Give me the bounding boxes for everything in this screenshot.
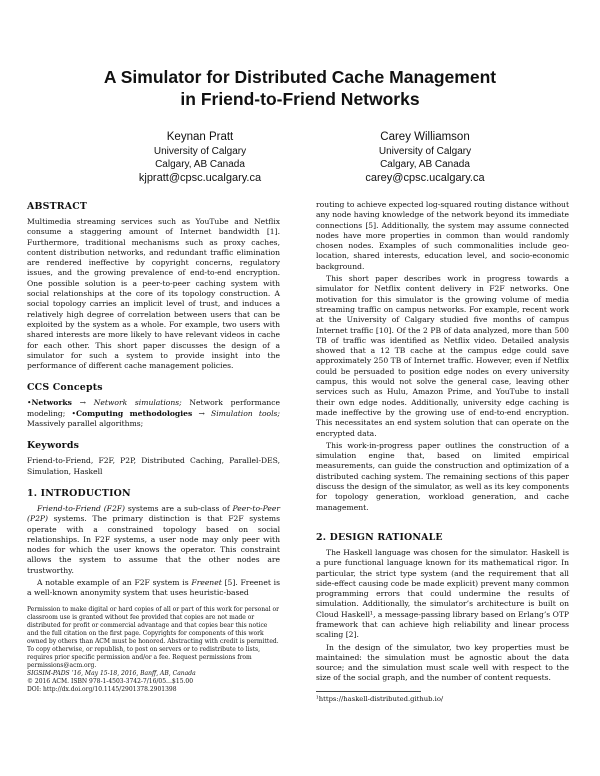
ccs-networks-rest: Network performance modeling; xyxy=(27,398,280,418)
footnote[interactable]: ¹https://haskell-distributed.github.io/ xyxy=(316,694,444,703)
term-p2p: Peer-to-Peer (P2P) xyxy=(27,503,280,524)
permission-text: Permission to make digital or hard copies of all or part of this work for personal or classroom use is granted without fee provided that copies are not made or distributed for profit or commercial advantage and that copies bear this notice and the full citation on the first page. Copyrights for components of this work owned by others than ACM must be honored. Abstracting with credit is permitted. To copy otherwise, or republish, to post on servers or to redistribute to lists, requires prior specific permission and/or a fee. Request permissions from permissions@acm.org. xyxy=(27,605,280,669)
abstract-text: Multimedia streaming services such as YouTube and Netflix consume a staggering amount of Internet bandwidth [1]. Furthermore, traditional mechanisms such as proxy caches, content distribution networks, and redundant traffic elimination are rendered ineffective by copyright concerns, regulatory issues, and the growing prevalence of end-to-end encryption. One possible solution is a peer-to-peer caching system with social relationships at the core of its topology construction. A social topology carries an implicit level of trust, and induces a relatively high degree of correlation between users that can be exploited by the system as a whole. For example, two users with shared interests are more likely to have relevant videos in cache for each other. This short paper discusses the design of a simulator for such a system to provide insight into the performance of different cache management policies. xyxy=(27,217,280,371)
ccs-networks: Networks xyxy=(31,398,72,408)
right-paragraph-3: This work-in-progress paper outlines the construction of a simulation engine that, based on limited empirical measurements, can guide the construction and optimization of a distributed caching system. The remaining sections of this paper discuss the design of the simulator, as well as its key components for topology generation, workload generation, and cache management. xyxy=(316,440,569,512)
ccs-computing-sub: Simulation tools; xyxy=(211,408,280,418)
right-paragraph-2: This short paper describes work in progress towards a simulator for Netflix content delivery in F2F networks. One motivation for this simulator is the growing volume of media streaming traffic on campus networks. For example, recent work at the University of Calgary studied five months of campus Internet traffic [10]. Of the 2 PB of data analyzed, more than 500 TB of traffic was identified as Netflix video. Detailed analysis showed that a 12 TB cache at the campus edge could save approximately 250 TB of Internet traffic. However, even if Netflix could be persuaded to position edge nodes on every university campus, this would not solve the general case, leaving other services such as Hulu, Amazon Prime, and YouTube to install their own edge nodes. Additionally, university edge caching is made ineffective by the growing use of end-to-end encryption. This necessitates an end system solution that can operate on the encrypted data. xyxy=(316,274,569,438)
title-line-1: A Simulator for Distributed Cache Management xyxy=(103,67,497,87)
author-affiliation: University of Calgary xyxy=(153,146,247,157)
footnote-rule xyxy=(316,691,421,692)
copyright: © 2016 ACM. ISBN 978-1-4503-3742-7/16/05…$15.00 xyxy=(27,677,194,685)
paper-title xyxy=(40,66,560,110)
author-block-2 xyxy=(325,131,525,185)
author-location: Calgary, AB Canada xyxy=(380,159,470,170)
term-f2f: Friend-to-Friend (F2F) xyxy=(37,503,126,513)
intro-text: A notable example of an F2F system is xyxy=(37,578,192,588)
intro-heading: 1. INTRODUCTION xyxy=(27,487,131,499)
ccs-concepts: •Networks → Network simulations; Network performance modeling; •Computing methodologies → Simulation tools; Massively parallel algorithms; xyxy=(27,398,280,429)
keywords-text: Friend-to-Friend, F2F, P2P, Distributed Caching, Parallel-DES, Simulation, Haskell xyxy=(27,456,280,476)
ccs-heading: CCS Concepts xyxy=(27,382,103,394)
keywords-heading: Keywords xyxy=(27,440,80,452)
intro-text: [5]. Freenet is a well-known anonymity system that uses heuristic-based xyxy=(27,578,281,598)
author-name: Carey Williamson xyxy=(380,131,470,143)
design-paragraph-1: The Haskell language was chosen for the simulator. Haskell is a pure functional language known for its mathematical rigor. In particular, the strict type system (and the requirement that all side-effect causing code be made explicit) prevent many common programming errors that could undermine the results of simulation. Additionally, the simulator’s architecture is built on Cloud Haskell¹, a message-passing library based on Erlang’s OTP framework that can achieve high reliability and linear process scaling [2]. xyxy=(316,547,569,640)
abstract-heading: ABSTRACT xyxy=(27,201,88,212)
doi[interactable]: DOI: http://dx.doi.org/10.1145/2901378.2901398 xyxy=(27,685,177,693)
title-line-2: in Friend-to-Friend Networks xyxy=(180,89,420,109)
author-email[interactable]: carey@cpsc.ucalgary.ca xyxy=(365,172,485,184)
right-paragraph-1: routing to achieve expected log-squared routing distance without any node having knowledge of the network beyond its immediate connections [5]. Additionally, the system may assume connected nodes have more properties in common than would randomly chosen nodes. Examples of such commonalities include geo-location, shared interests, education level, and socio-economic background. xyxy=(316,200,569,271)
author-email[interactable]: kjpratt@cpsc.ucalgary.ca xyxy=(138,172,262,184)
author-block-1 xyxy=(100,131,300,185)
ccs-networks-sub: Network simulations; xyxy=(93,398,182,408)
left-column xyxy=(27,201,280,694)
intro-text: systems. The primary distinction is that F2F systems operate with a constrained topology based on social relationships. In F2F systems, a user node may only peer with nodes for which the user knows the operator. This constraint allows the system to assume that the other nodes are trustworthy. xyxy=(27,514,280,575)
author-location: Calgary, AB Canada xyxy=(155,159,245,170)
intro-text: systems are a sub-class of xyxy=(125,503,233,513)
permission-block xyxy=(27,606,280,694)
ccs-computing: Computing methodologies xyxy=(76,408,193,418)
venue-text: SIGSIM-PADS ’16, May 15-18, 2016, Banff, AB, Canada xyxy=(27,669,196,677)
author-affiliation: University of Calgary xyxy=(378,146,472,157)
intro-paragraph-2 xyxy=(27,578,280,599)
design-paragraph-2: In the design of the simulator, two key properties must be maintained: the simulation must be agnostic about the data source; and the simulation must scale well with respect to the size of the social graph, and the number of content requests. xyxy=(316,642,569,683)
intro-paragraph-1 xyxy=(27,504,280,576)
term-freenet: Freenet xyxy=(191,578,222,588)
right-column xyxy=(316,200,569,704)
design-heading: 2. DESIGN RATIONALE xyxy=(316,531,443,543)
venue xyxy=(27,670,280,678)
author-name: Keynan Pratt xyxy=(166,131,234,143)
ccs-computing-rest: Massively parallel algorithms; xyxy=(27,419,144,429)
